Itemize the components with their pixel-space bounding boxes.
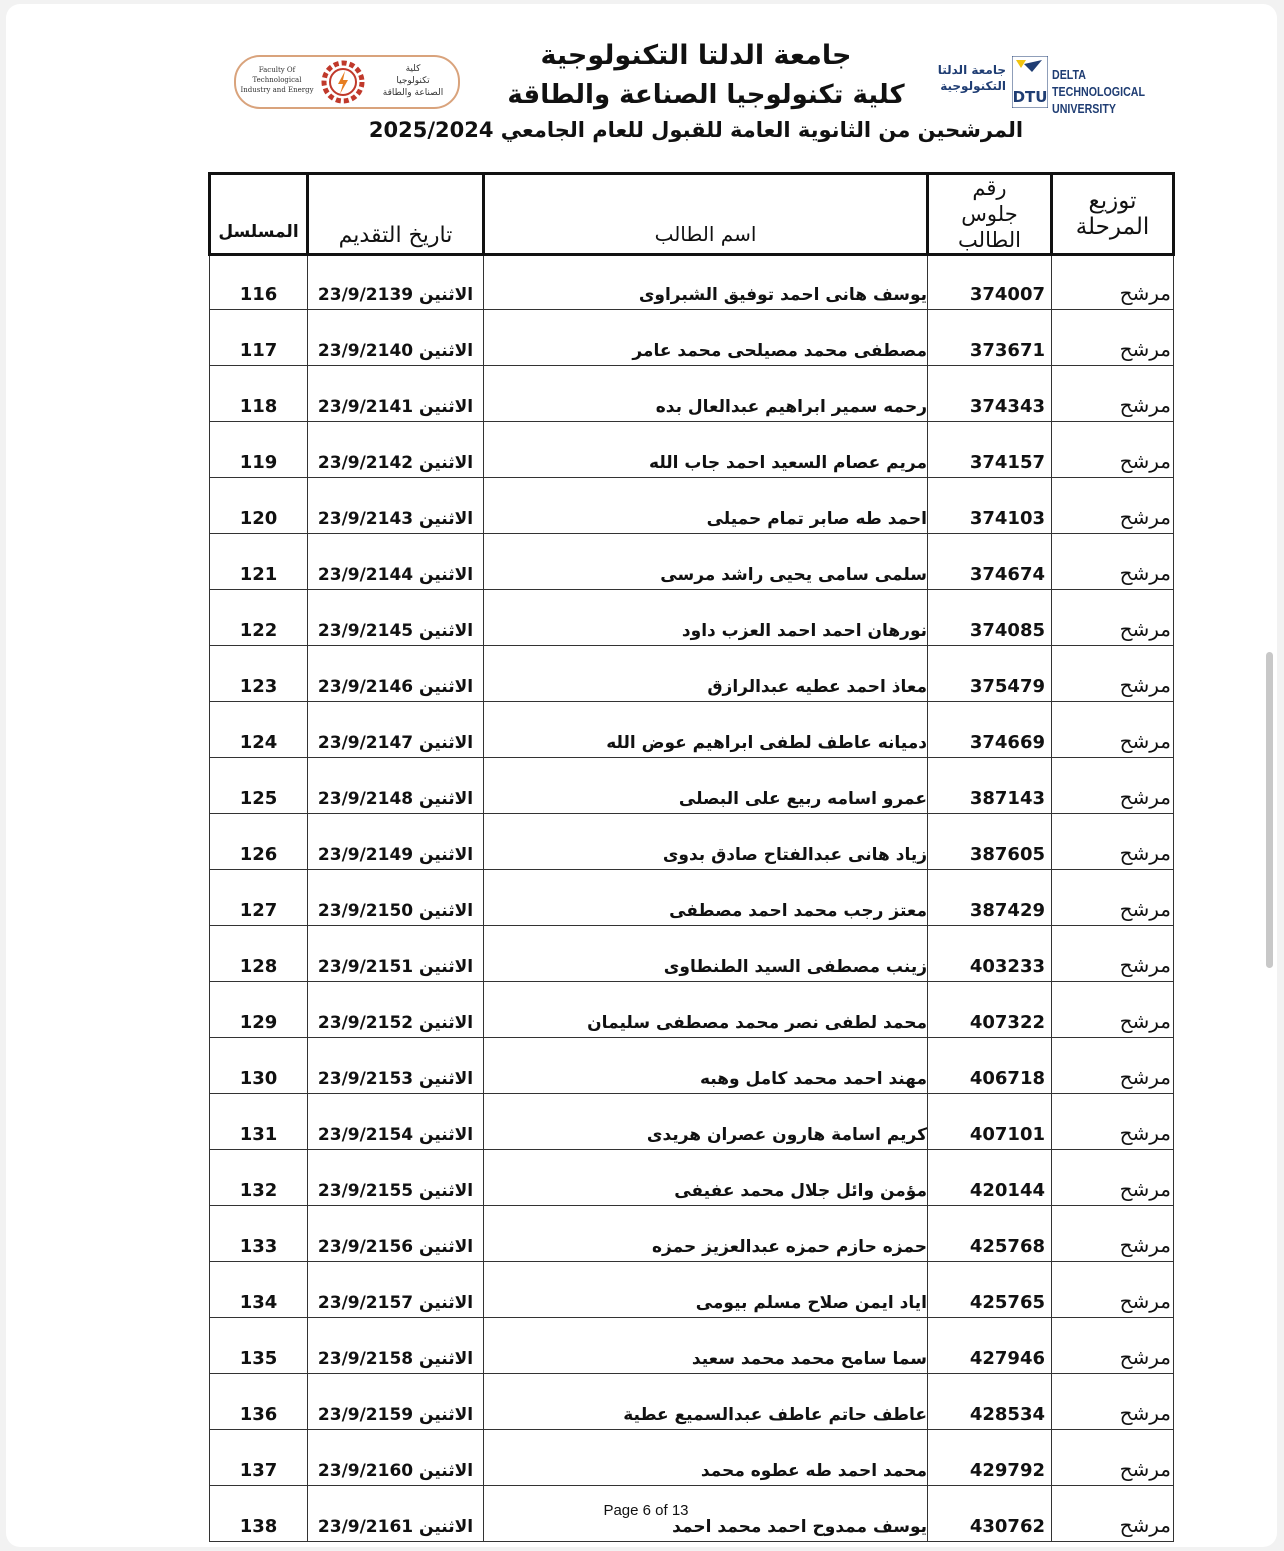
cell-status: مرشح (1052, 982, 1174, 1038)
cell-serial: 137 (210, 1430, 308, 1486)
cell-name: معاذ احمد عطيه عبدالرازق (484, 646, 928, 702)
cell-seat: 425768 (928, 1206, 1052, 1262)
cell-name: حمزه حازم حمزه عبدالعزيز حمزه (484, 1206, 928, 1262)
cell-serial: 123 (210, 646, 308, 702)
cell-serial: 135 (210, 1318, 308, 1374)
cell-name: كريم اسامة هارون عصران هريدى (484, 1094, 928, 1150)
cell-name: مصطفى محمد مصيلحى محمد عامر (484, 310, 928, 366)
cell-seat: 403233 (928, 926, 1052, 982)
column-header-date: تاريخ التقديم (308, 174, 484, 255)
cell-seat: 374007 (928, 255, 1052, 310)
table-row (210, 814, 1174, 870)
cell-status: مرشح (1052, 926, 1174, 982)
cell-date: الاثنين 23/9/2159 (308, 1374, 484, 1430)
cell-status: مرشح (1052, 255, 1174, 310)
cell-seat: 407101 (928, 1094, 1052, 1150)
cell-date: الاثنين 23/9/2141 (308, 366, 484, 422)
cell-seat: 420144 (928, 1150, 1052, 1206)
cell-status: مرشح (1052, 534, 1174, 590)
logo-text: التكنولوجية (940, 79, 1006, 93)
cell-date: الاثنين 23/9/2149 (308, 814, 484, 870)
cell-date: الاثنين 23/9/2148 (308, 758, 484, 814)
cell-seat: 425765 (928, 1262, 1052, 1318)
logo-text: DELTA TECHNOLOGICAL (1052, 67, 1145, 99)
cell-status: مرشح (1052, 422, 1174, 478)
candidates-table-wrapper (208, 172, 1175, 1542)
cell-seat: 430762 (928, 1486, 1052, 1542)
university-logo-english (1052, 66, 1150, 117)
cell-name: عمرو اسامه ربيع على البصلى (484, 758, 928, 814)
cell-date: الاثنين 23/9/2158 (308, 1318, 484, 1374)
table-row (210, 982, 1174, 1038)
faculty-logo (234, 55, 460, 109)
logo-text: جامعة الدلتا (937, 63, 1006, 77)
cell-seat: 374669 (928, 702, 1052, 758)
dtu-mark-text: DTU (1012, 88, 1048, 106)
cell-name: معتز رجب محمد احمد مصطفى (484, 870, 928, 926)
logo-text: كلية (405, 64, 421, 74)
cell-name: سما سامح محمد محمد سعيد (484, 1318, 928, 1374)
cell-name: مريم عصام السعيد احمد جاب الله (484, 422, 928, 478)
cell-date: الاثنين 23/9/2160 (308, 1430, 484, 1486)
document-header (6, 4, 1277, 164)
cell-name: مهند احمد محمد كامل وهبه (484, 1038, 928, 1094)
table-row (210, 1374, 1174, 1430)
cell-serial: 132 (210, 1150, 308, 1206)
cell-status: مرشح (1052, 1094, 1174, 1150)
cell-name: مؤمن وائل جلال محمد عفيفى (484, 1150, 928, 1206)
logo-text: تكنولوجيا (396, 76, 430, 86)
document-page (6, 4, 1277, 1547)
cell-status: مرشح (1052, 646, 1174, 702)
table-row (210, 758, 1174, 814)
cell-seat: 373671 (928, 310, 1052, 366)
column-header-serial: المسلسل (210, 174, 308, 255)
table-row (210, 366, 1174, 422)
table-row (210, 1430, 1174, 1486)
table-row (210, 1094, 1174, 1150)
cell-serial: 117 (210, 310, 308, 366)
gear-lightning-icon (318, 57, 368, 107)
cell-serial: 127 (210, 870, 308, 926)
logo-text: الصناعة والطاقة (382, 88, 444, 98)
cell-serial: 134 (210, 1262, 308, 1318)
cell-date: الاثنين 23/9/2145 (308, 590, 484, 646)
logo-text: Technological (252, 76, 302, 84)
cell-date: الاثنين 23/9/2153 (308, 1038, 484, 1094)
column-header-distribution (1052, 174, 1174, 255)
cell-seat: 387429 (928, 870, 1052, 926)
cell-name: زياد هانى عبدالفتاح صادق بدوى (484, 814, 928, 870)
cell-name: اياد ايمن صلاح مسلم بيومى (484, 1262, 928, 1318)
cell-date: الاثنين 23/9/2142 (308, 422, 484, 478)
cell-serial: 120 (210, 478, 308, 534)
table-row (210, 1318, 1174, 1374)
cell-seat: 407322 (928, 982, 1052, 1038)
cell-serial: 138 (210, 1486, 308, 1542)
table-row (210, 1206, 1174, 1262)
cell-status: مرشح (1052, 1150, 1174, 1206)
faculty-logo-english (240, 65, 314, 95)
column-header-seat (928, 174, 1052, 255)
cell-seat: 374343 (928, 366, 1052, 422)
cell-status: مرشح (1052, 758, 1174, 814)
university-name: جامعة الدلتا التكنولوجية (540, 40, 852, 71)
table-row (210, 1038, 1174, 1094)
table-row (210, 255, 1174, 310)
cell-name: يوسف ممدوح احمد محمد احمد (484, 1486, 928, 1542)
candidates-table (208, 172, 1175, 1542)
cell-status: مرشح (1052, 1374, 1174, 1430)
seat-header-text: رقم جلوس الطالب (958, 176, 1021, 252)
cell-date: الاثنين 23/9/2151 (308, 926, 484, 982)
cell-status: مرشح (1052, 1430, 1174, 1486)
cell-status: مرشح (1052, 1206, 1174, 1262)
table-row (210, 702, 1174, 758)
cell-status: مرشح (1052, 310, 1174, 366)
table-row (210, 646, 1174, 702)
cell-date: الاثنين 23/9/2147 (308, 702, 484, 758)
cell-name: محمد احمد طه عطوه محمد (484, 1430, 928, 1486)
cell-name: احمد طه صابر تمام حميلى (484, 478, 928, 534)
cell-seat: 375479 (928, 646, 1052, 702)
table-body (210, 255, 1174, 1542)
cell-date: الاثنين 23/9/2155 (308, 1150, 484, 1206)
cell-status: مرشح (1052, 814, 1174, 870)
cell-serial: 118 (210, 366, 308, 422)
cell-seat: 387143 (928, 758, 1052, 814)
cell-date: الاثنين 23/9/2154 (308, 1094, 484, 1150)
cell-name: يوسف هانى احمد توفيق الشبراوى (484, 255, 928, 310)
cell-seat: 374157 (928, 422, 1052, 478)
cell-status: مرشح (1052, 1318, 1174, 1374)
cell-seat: 429792 (928, 1430, 1052, 1486)
cell-serial: 130 (210, 1038, 308, 1094)
cell-serial: 129 (210, 982, 308, 1038)
logo-text: Industry and Energy (240, 86, 314, 94)
cell-name: زينب مصطفى السيد الطنطاوى (484, 926, 928, 982)
cell-date: الاثنين 23/9/2157 (308, 1262, 484, 1318)
cell-status: مرشح (1052, 590, 1174, 646)
table-row (210, 926, 1174, 982)
cell-date: الاثنين 23/9/2139 (308, 255, 484, 310)
university-logo-arabic (936, 62, 1006, 94)
cell-date: الاثنين 23/9/2152 (308, 982, 484, 1038)
table-row (210, 870, 1174, 926)
cell-date: الاثنين 23/9/2146 (308, 646, 484, 702)
cell-date: الاثنين 23/9/2156 (308, 1206, 484, 1262)
vertical-scrollbar[interactable] (1266, 652, 1273, 968)
table-row (210, 590, 1174, 646)
cell-status: مرشح (1052, 366, 1174, 422)
dtu-mark-icon (1012, 56, 1048, 108)
cell-seat: 374674 (928, 534, 1052, 590)
cell-status: مرشح (1052, 702, 1174, 758)
cell-date: الاثنين 23/9/2144 (308, 534, 484, 590)
cell-seat: 427946 (928, 1318, 1052, 1374)
cell-date: الاثنين 23/9/2161 (308, 1486, 484, 1542)
cell-name: نورهان احمد احمد العزب داود (484, 590, 928, 646)
distribution-header-text: توزيع المرحلة (1075, 188, 1150, 240)
cell-seat: 406718 (928, 1038, 1052, 1094)
cell-serial: 119 (210, 422, 308, 478)
cell-serial: 124 (210, 702, 308, 758)
cell-status: مرشح (1052, 478, 1174, 534)
cell-serial: 136 (210, 1374, 308, 1430)
logo-text: UNIVERSITY (1052, 101, 1116, 116)
cell-name: عاطف حاتم عاطف عبدالسميع عطية (484, 1374, 928, 1430)
document-title: المرشحين من الثانوية العامة للقبول للعام الجامعي 2025/2024 (368, 118, 1024, 142)
cell-name: دميانه عاطف لطفى ابراهيم عوض الله (484, 702, 928, 758)
column-header-name: اسم الطالب (484, 174, 928, 255)
cell-status: مرشح (1052, 1486, 1174, 1542)
table-row (210, 310, 1174, 366)
cell-serial: 125 (210, 758, 308, 814)
table-row (210, 1262, 1174, 1318)
cell-serial: 122 (210, 590, 308, 646)
table-header-row (210, 174, 1174, 255)
cell-serial: 133 (210, 1206, 308, 1262)
cell-serial: 131 (210, 1094, 308, 1150)
cell-name: رحمه سمير ابراهيم عبدالعال بده (484, 366, 928, 422)
cell-date: الاثنين 23/9/2140 (308, 310, 484, 366)
cell-seat: 387605 (928, 814, 1052, 870)
university-logo (936, 56, 1166, 116)
table-row (210, 1150, 1174, 1206)
cell-status: مرشح (1052, 1038, 1174, 1094)
cell-name: سلمى سامى يحيى راشد مرسى (484, 534, 928, 590)
cell-date: الاثنين 23/9/2150 (308, 870, 484, 926)
cell-serial: 126 (210, 814, 308, 870)
faculty-name: كلية تكنولوجيا الصناعة والطاقة (507, 80, 905, 110)
cell-serial: 121 (210, 534, 308, 590)
cell-serial: 128 (210, 926, 308, 982)
cell-date: الاثنين 23/9/2143 (308, 478, 484, 534)
cell-status: مرشح (1052, 870, 1174, 926)
cell-name: محمد لطفى نصر محمد مصطفى سليمان (484, 982, 928, 1038)
table-row (210, 478, 1174, 534)
logo-text: Faculty Of (258, 66, 296, 74)
table-row (210, 422, 1174, 478)
cell-seat: 374103 (928, 478, 1052, 534)
table-row (210, 534, 1174, 590)
cell-seat: 374085 (928, 590, 1052, 646)
cell-status: مرشح (1052, 1262, 1174, 1318)
cell-seat: 428534 (928, 1374, 1052, 1430)
cell-serial: 116 (210, 255, 308, 310)
page-number: Page 6 of 13 (603, 1502, 689, 1519)
